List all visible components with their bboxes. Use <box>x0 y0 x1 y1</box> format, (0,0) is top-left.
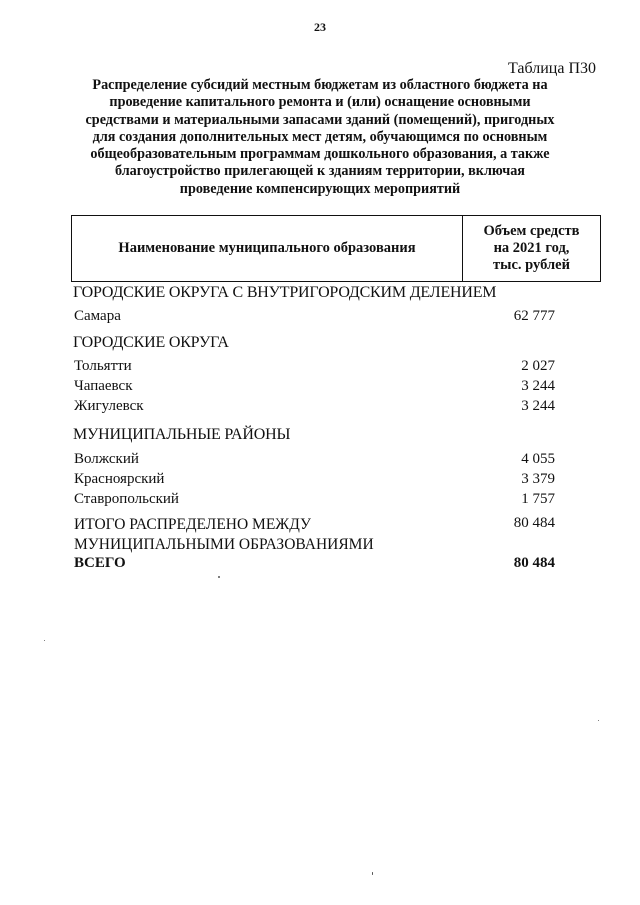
title-line: Распределение субсидий местным бюджетам из областного бюджета на <box>92 77 548 93</box>
funding-value: 2 027 <box>521 358 555 374</box>
title-line: общеобразовательным программам дошкольного образования, а также <box>90 146 550 163</box>
table-header <box>71 215 601 282</box>
title-line: благоустройство прилегающей к зданиям территории, включая <box>114 163 525 180</box>
funding-value: 3 379 <box>521 471 555 487</box>
scan-speck <box>372 872 373 875</box>
distributed-total-label-line: ИТОГО РАСПРЕДЕЛЕНО МЕЖДУ <box>74 516 311 533</box>
funding-value: 1 757 <box>521 491 555 507</box>
municipality-name: Красноярский <box>74 471 165 487</box>
municipality-name: Ставропольский <box>74 491 179 507</box>
title-line: проведение компенсирующих мероприятий <box>179 180 461 197</box>
funding-value: 3 244 <box>521 398 555 414</box>
municipality-name: Волжский <box>74 451 139 467</box>
page-number: 23 <box>314 20 326 34</box>
document-title <box>70 77 570 198</box>
column-header-municipality: Наименование муниципального образования <box>71 216 463 281</box>
municipality-name: Тольятти <box>74 358 132 374</box>
grand-total-value: 80 484 <box>513 555 555 571</box>
column-header-volume-line: на 2021 год, <box>493 240 570 256</box>
municipality-name: Жигулевск <box>74 398 144 414</box>
column-header-volume <box>463 216 601 281</box>
section-heading: ГОРОДСКИЕ ОКРУГА С ВНУТРИГОРОДСКИМ ДЕЛЕНИЕМ <box>73 284 497 301</box>
funding-value: 4 055 <box>521 451 555 467</box>
distributed-total-label <box>74 515 374 555</box>
municipality-name: Чапаевск <box>74 378 133 394</box>
section-heading: МУНИЦИПАЛЬНЫЕ РАЙОНЫ <box>73 426 291 443</box>
column-header-volume-line: тыс. рублей <box>493 257 570 273</box>
scan-speck <box>218 576 220 578</box>
scan-speck <box>44 640 45 641</box>
table-label: Таблица П30 <box>508 60 596 77</box>
column-header-volume-line: Объем средств <box>483 223 580 239</box>
title-line: для создания дополнительных мест детям, обучающимся по основным <box>92 128 548 145</box>
municipality-name: Самара <box>74 308 121 324</box>
title-line: проведение капитального ремонта и (или) оснащение основными <box>109 94 531 111</box>
scan-speck <box>598 720 599 721</box>
section-heading: ГОРОДСКИЕ ОКРУГА <box>73 334 229 351</box>
funding-value: 62 777 <box>513 308 555 324</box>
funding-value: 3 244 <box>521 378 555 394</box>
distributed-total-label-line: МУНИЦИПАЛЬНЫМИ ОБРАЗОВАНИЯМИ <box>74 536 374 553</box>
grand-total-label: ВСЕГО <box>74 555 126 571</box>
distributed-total-value: 80 484 <box>513 515 555 531</box>
title-line: средствами и материальными запасами зданий (помещений), пригодных <box>85 111 555 128</box>
